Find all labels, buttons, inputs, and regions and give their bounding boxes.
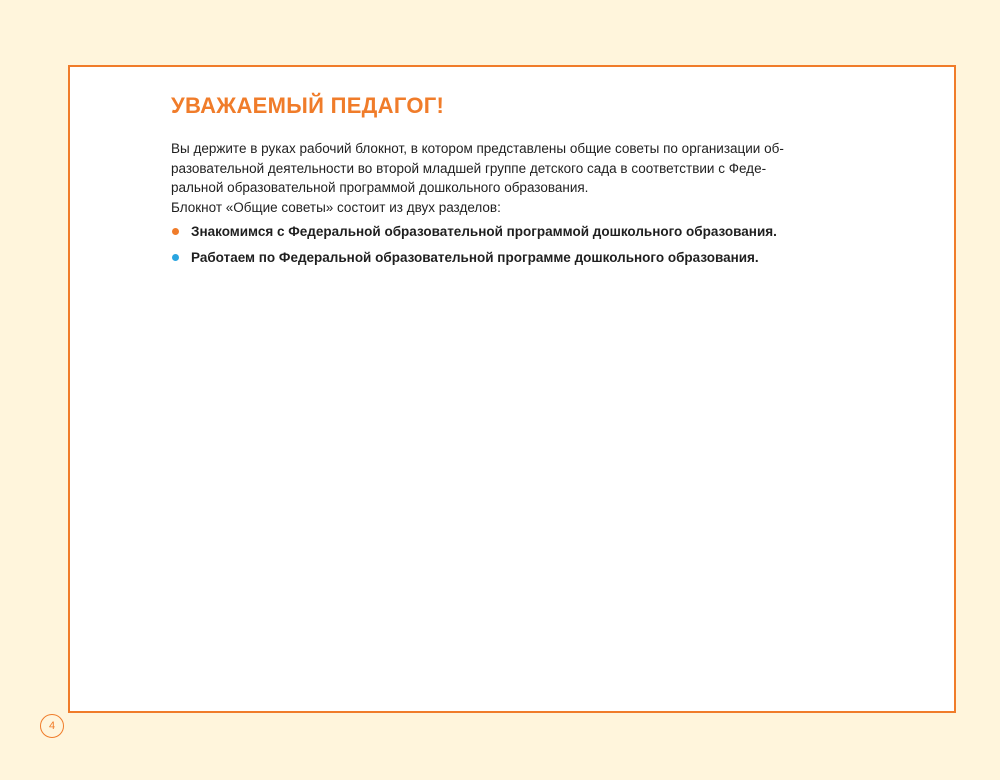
intro-line: разовательной деятельности во второй младшей группе детского сада в соответствии с Феде- [171, 160, 767, 176]
page-number: 4 [40, 714, 64, 738]
intro-paragraph [171, 139, 871, 217]
bullet-dot-icon [172, 228, 179, 235]
sections-list [171, 223, 871, 267]
section-item-label: Знакомимся с Федеральной образовательной программой дошкольного образования. [191, 224, 777, 239]
page-content [171, 91, 871, 275]
intro-line: ральной образовательной программой дошкольного образования. [171, 180, 589, 195]
page-title: УВАЖАЕМЫЙ ПЕДАГОГ! [171, 93, 445, 118]
section-item-label: Работаем по Федеральной образовательной программе дошкольного образования. [191, 250, 759, 265]
intro-line: Блокнот «Общие советы» состоит из двух разделов: [171, 199, 501, 215]
content-frame [68, 65, 956, 713]
intro-line: Вы держите в руках рабочий блокнот, в котором представлены общие советы по организации об- [171, 141, 784, 156]
section-item-second [171, 249, 871, 267]
section-item-first [171, 223, 871, 241]
bullet-dot-icon [172, 254, 179, 261]
